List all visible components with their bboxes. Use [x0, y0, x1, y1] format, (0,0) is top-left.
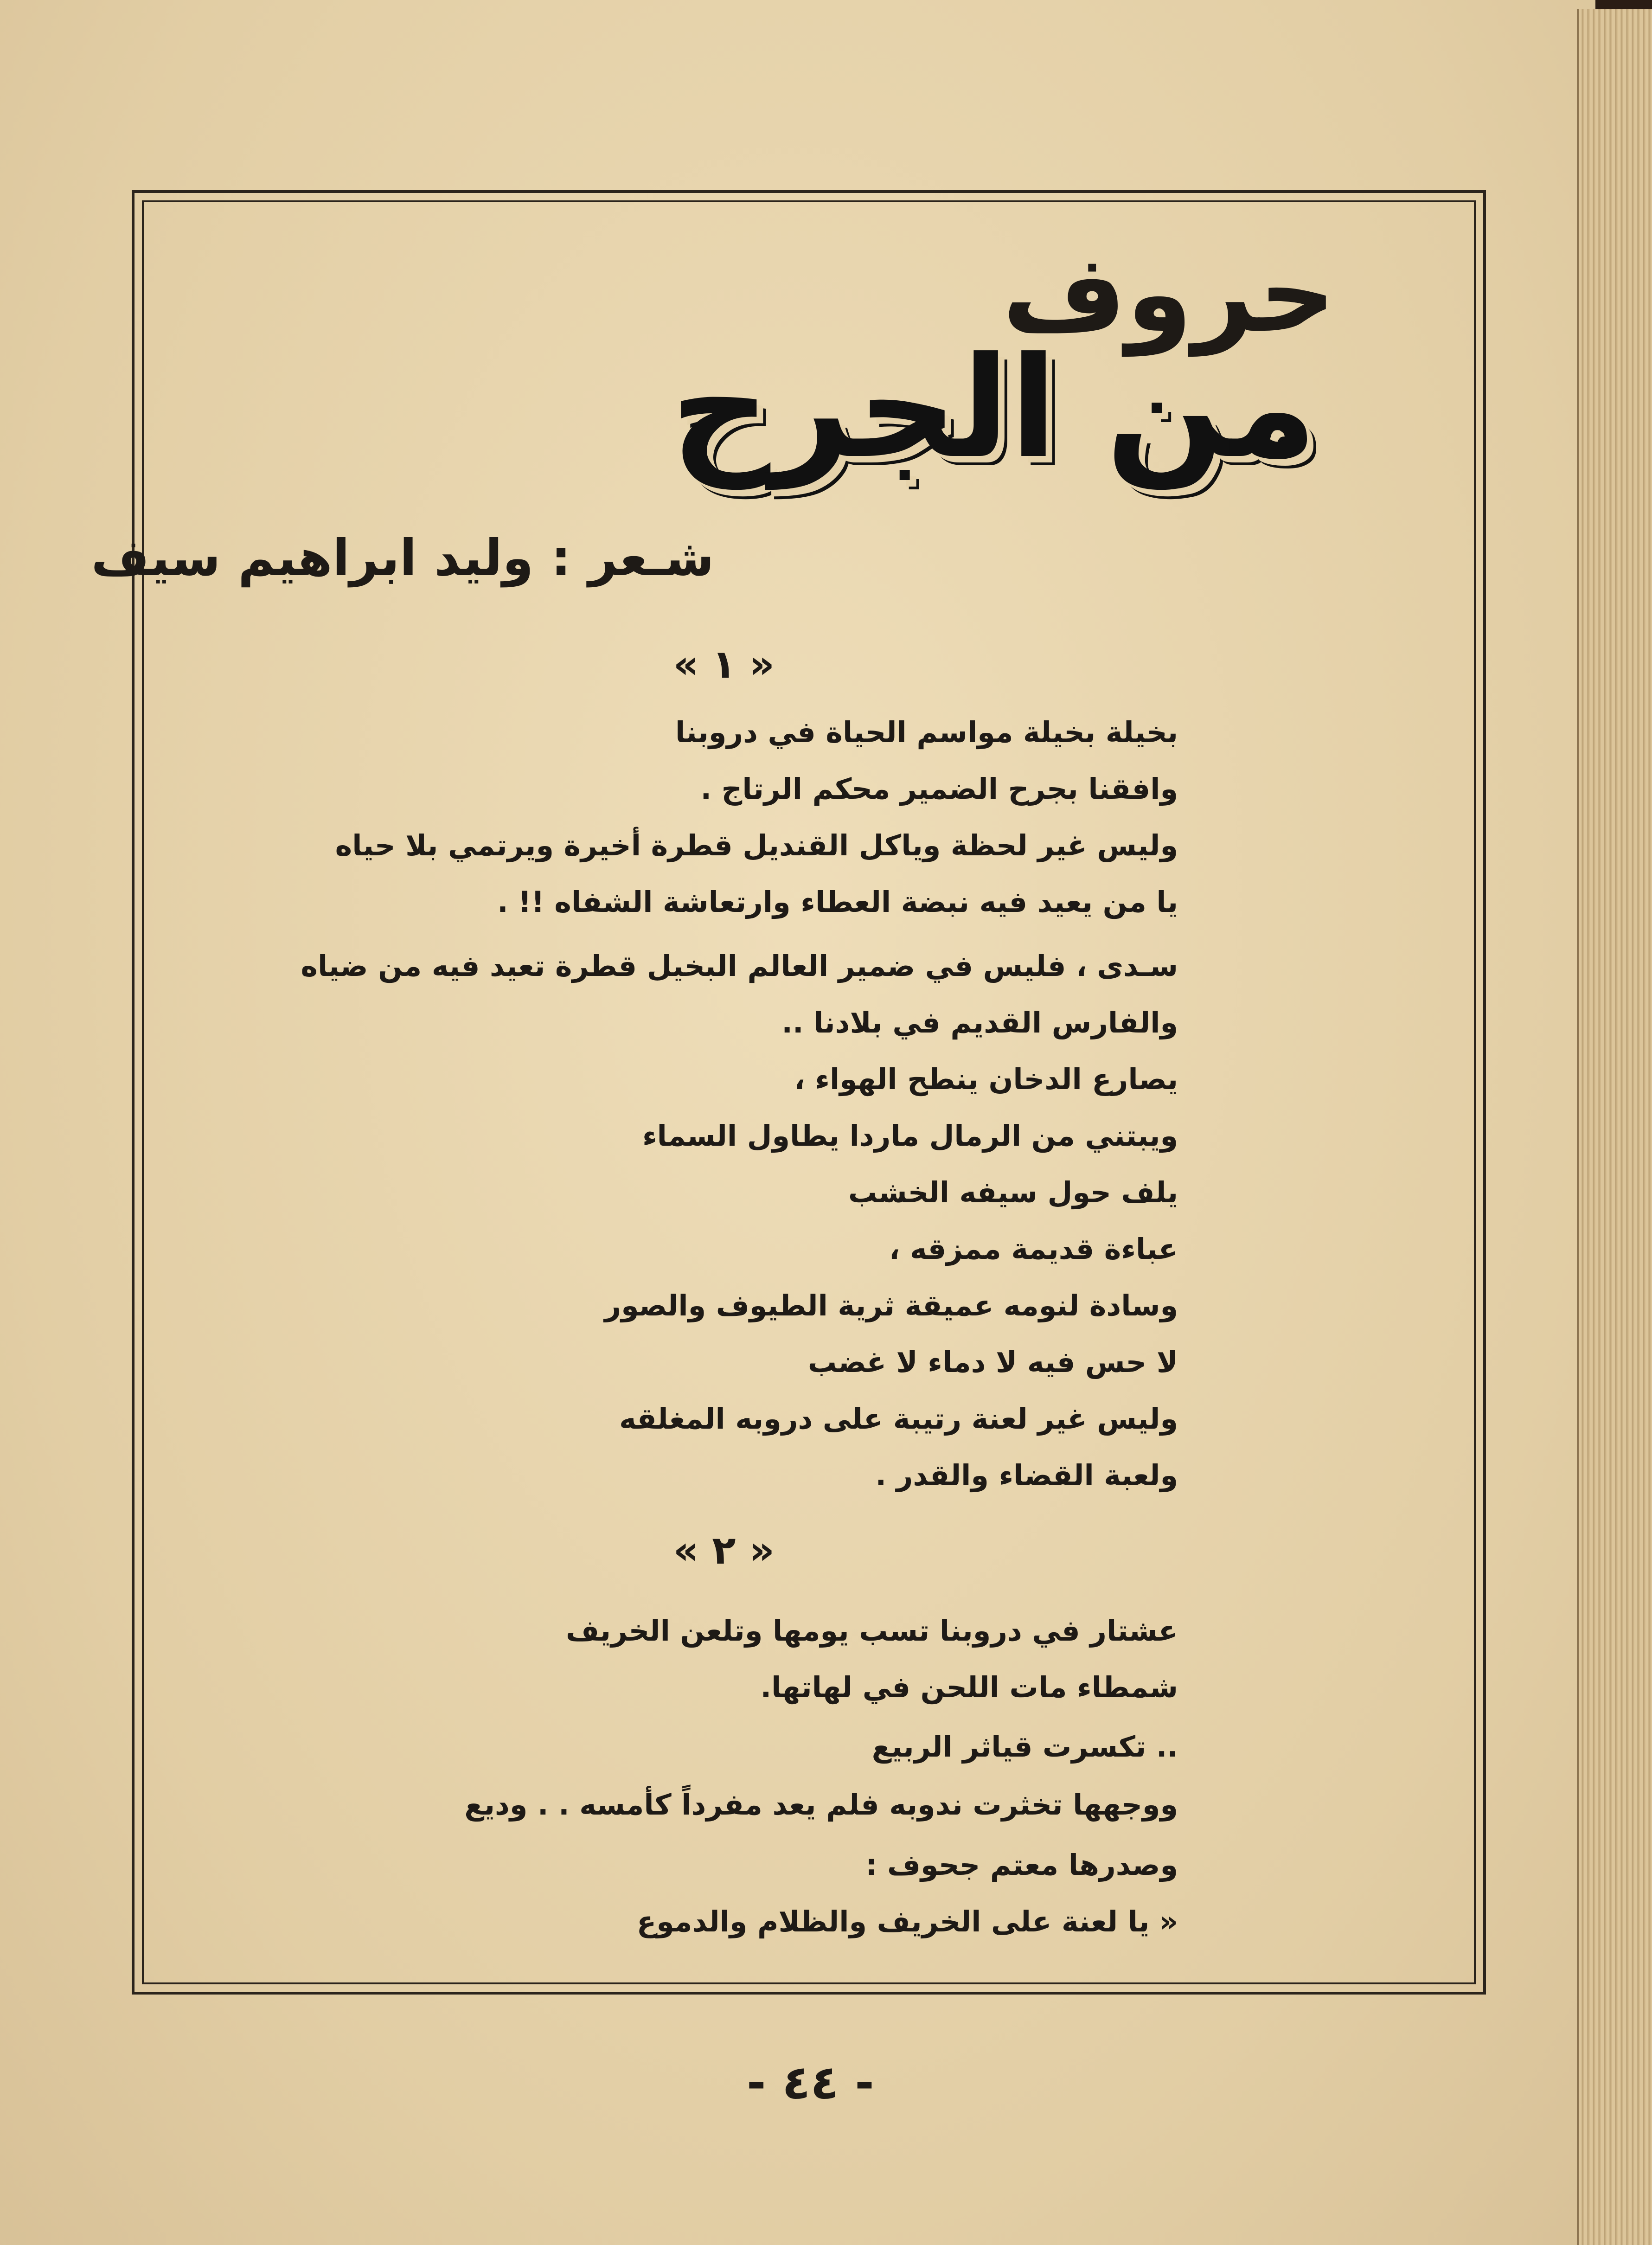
- poem-line: والفارس القديم في بلادنا ..: [781, 1006, 1178, 1039]
- poem-line: بخيلة بخيلة مواسم الحياة في دروبنا: [675, 715, 1178, 749]
- poem-line: يا من يعيد فيه نبضة العطاء وارتعاشة الشفاه !! .: [497, 885, 1178, 919]
- poem-line: ويبتني من الرمال ماردا يطاول السماء: [642, 1119, 1178, 1153]
- poem-line: وافقنا بجرح الضمير محكم الرتاج .: [700, 772, 1178, 806]
- section-number-2: « ٢ »: [673, 1527, 775, 1573]
- poem-line: .. تكسرت قياثر الربيع: [871, 1730, 1178, 1764]
- book-page-edges: [1577, 9, 1652, 2245]
- poem-line: ووجهها تخثرت ندوبه فلم يعد مفرداً كأمسه . . وديع: [464, 1788, 1178, 1822]
- poem-line: سـدى ، فليس في ضمير العالم البخيل قطرة تعيد فيه من ضياه: [301, 949, 1178, 983]
- poem-line: لا حس فيه لا دماء لا غضب: [807, 1345, 1178, 1379]
- title-line-2: من الجرح: [670, 327, 1317, 489]
- poem-line: وصدرها معتم جحوف :: [865, 1848, 1178, 1882]
- title-line-1: حروف: [1002, 232, 1336, 356]
- poem-line: يلف حول سيفه الخشب: [848, 1175, 1178, 1209]
- poem-line: وليس غير لعنة رتيبة على دروبه المغلقه: [619, 1402, 1178, 1436]
- poem-line: وسادة لنومه عميقة ثرية الطيوف والصور: [604, 1289, 1178, 1322]
- poem-line: ولعبة القضاء والقدر .: [875, 1458, 1178, 1492]
- poem-line: يصارع الدخان ينطح الهواء ،: [794, 1062, 1178, 1096]
- poem-line: وليس غير لحظة وياكل القنديل قطرة أخيرة ويرتمي بلا حياه: [335, 828, 1178, 862]
- section-number-1: « ١ »: [673, 641, 775, 687]
- poem-line: عباءة قديمة ممزقه ،: [889, 1232, 1178, 1266]
- poem-line: عشتار في دروبنا تسب يومها وتلعن الخريف: [565, 1614, 1178, 1648]
- author-byline: شـعر : وليد ابراهيم سيف: [91, 529, 714, 587]
- poem-line: شمطاء مات اللحن في لهاتها.: [760, 1670, 1178, 1704]
- page-number: - ٤٤ -: [747, 2055, 874, 2110]
- poem-line: « يا لعنة على الخريف والظلام والدموع: [636, 1905, 1178, 1938]
